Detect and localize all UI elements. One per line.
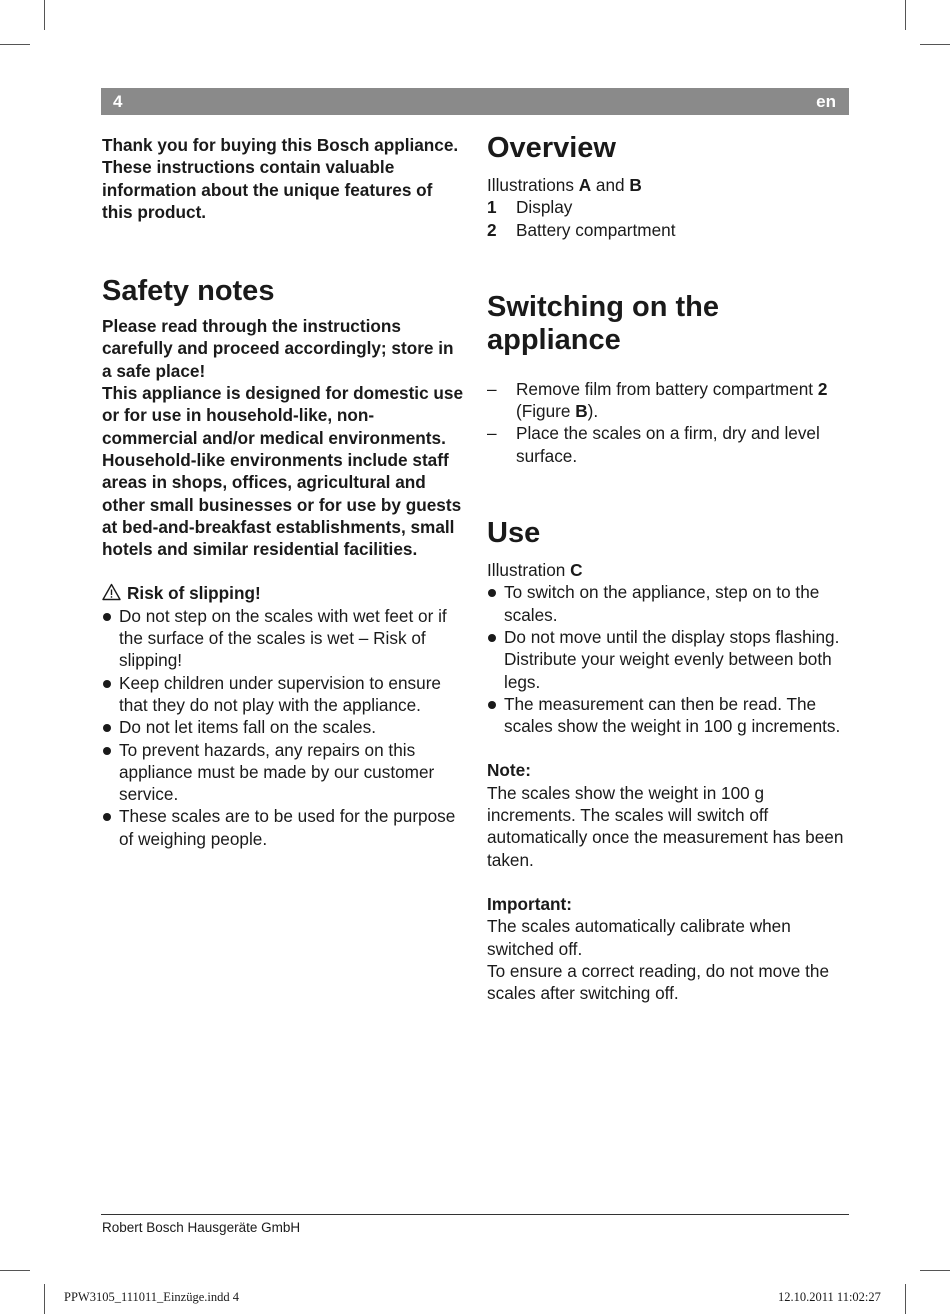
- warning-triangle-icon: [102, 583, 121, 601]
- crop-mark: [44, 0, 45, 30]
- important-text-2: To ensure a correct reading, do not move the scales after switching off.: [487, 960, 830, 1004]
- illustrations-and: and: [591, 175, 630, 195]
- switching-steps-list: [487, 378, 852, 467]
- overview-heading: Overview: [487, 132, 616, 164]
- risk-heading: [102, 582, 464, 604]
- safety-paragraph-1: Please read through the instructions carefully and proceed accordingly; store in a safe place!: [102, 316, 454, 381]
- print-slug-file: PPW3105_111011_Einzüge.indd 4: [64, 1290, 239, 1304]
- language-code: en: [816, 92, 836, 111]
- risk-list: [102, 605, 464, 850]
- illustration-ref-a: A: [578, 175, 592, 195]
- list-item: Do not move until the display stops flashing. Distribute your weight evenly between both legs.: [487, 626, 852, 693]
- list-item: To switch on the appliance, step on to the scales.: [487, 581, 852, 626]
- list-item: – Place the scales on a firm, dry and level surface.: [487, 422, 852, 467]
- part-number: 2: [487, 219, 497, 240]
- safety-paragraph-2: This appliance is designed for domestic use or for use in household-like, non-commercial and/or medical environments. Household-like environments include staff areas in shops, offices, agricultural and other small businesses or for use by guests at bed-and-breakfast establishments, small hotels and similar residential facilities.: [102, 383, 464, 560]
- crop-mark: [905, 1284, 906, 1314]
- list-item: Do not step on the scales with wet feet or if the surface of the scales is wet – Risk of slipping!: [102, 605, 464, 672]
- part-ref: 2: [817, 378, 828, 399]
- list-item: Do not let items fall on the scales.: [102, 716, 464, 738]
- page-number: 4: [113, 92, 123, 111]
- switching-on-heading: Switching on the appliance: [487, 290, 719, 356]
- illustration-prefix: Illustration: [487, 560, 571, 581]
- step-text: ).: [587, 401, 599, 422]
- important-heading: Important:: [487, 893, 572, 914]
- note-heading: Note:: [487, 760, 531, 781]
- page-header-bar: [101, 88, 849, 115]
- risk-heading-text: Risk of slipping!: [127, 583, 261, 604]
- part-label: Display: [516, 197, 573, 218]
- illustration-ref-c: C: [570, 560, 583, 581]
- part-number: 1: [487, 197, 497, 218]
- list-item: Keep children under supervision to ensure that they do not play with the appliance.: [102, 672, 464, 717]
- footer-company: Robert Bosch Hausgeräte GmbH: [102, 1220, 301, 1235]
- intro-text: Thank you for buying this Bosch appliance. These instructions contain valuable information about the unique features of this product.: [102, 135, 459, 222]
- crop-mark: [44, 1284, 45, 1314]
- step-text: Remove film from battery compartment: [516, 378, 818, 399]
- illustration-ref-b: B: [629, 175, 642, 195]
- part-label: Battery compartment: [516, 219, 676, 240]
- part-item: [487, 196, 852, 218]
- important-text-1: The scales automatically calibrate when switched off.: [487, 916, 791, 959]
- part-item: [487, 219, 852, 241]
- crop-mark: [920, 44, 950, 45]
- footer-divider: [101, 1214, 849, 1215]
- print-slug-date: 12.10.2011 11:02:27: [778, 1290, 881, 1304]
- illustrations-prefix: Illustrations: [487, 175, 579, 195]
- crop-mark: [0, 1270, 30, 1271]
- right-column: [487, 134, 852, 1004]
- crop-mark: [0, 44, 30, 45]
- list-item: To prevent hazards, any repairs on this appliance must be made by our customer service.: [102, 739, 464, 806]
- left-column: [102, 134, 464, 850]
- safety-notes-heading: Safety notes: [102, 275, 275, 308]
- crop-mark: [920, 1270, 950, 1271]
- use-heading: Use: [487, 517, 541, 550]
- list-item: The measurement can then be read. The scales show the weight in 100 g increments.: [487, 693, 852, 738]
- list-item: [487, 378, 852, 423]
- illustrations-line: [487, 174, 852, 196]
- use-illustration-line: [487, 559, 852, 581]
- list-item: These scales are to be used for the purpose of weighing people.: [102, 805, 464, 850]
- crop-mark: [905, 0, 906, 30]
- note-text: The scales show the weight in 100 g increments. The scales will switch off automatically once the measurement has been taken.: [487, 782, 844, 870]
- figure-ref: B: [575, 401, 588, 422]
- step-text: (Figure: [516, 401, 576, 422]
- use-list: [487, 581, 852, 737]
